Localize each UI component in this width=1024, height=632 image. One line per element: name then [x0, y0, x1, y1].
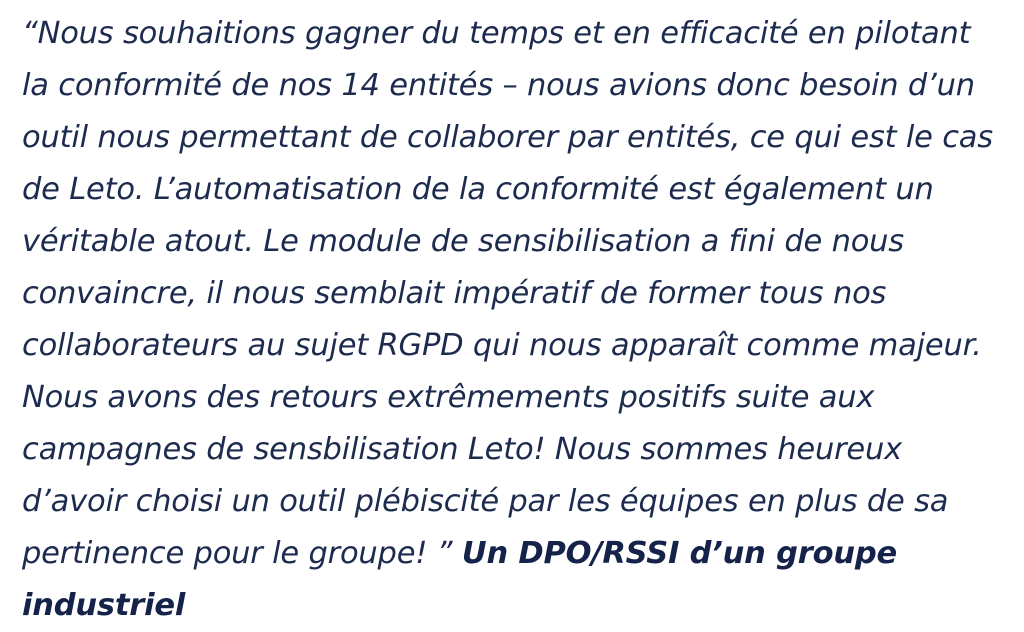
quote-paragraph: [22, 8, 996, 632]
quote-text: “Nous souhaitions gagner du temps et en efficacité en pilotant la conformité de nos 14 entités – nous avions donc besoin d’un outil nous permettant de collaborer par entités, ce qui est le cas de Leto. L’automatisation de la conformité est également un véritable atout. Le module de sensibilisation a fini de nous convaincre, il nous semblait impératif de former tous nos collaborateurs au sujet RGPD qui nous apparaît comme majeur. Nous avons des retours extrêmements positifs suite aux campagnes de sensbilisation Leto! Nous sommes heureux d’avoir choisi un outil plébiscité par les équipes en plus de sa pertinence pour le groupe! ”: [22, 16, 993, 571]
quote-attribution: Un DPO/RSSI d’un groupe industriel: [22, 536, 897, 623]
